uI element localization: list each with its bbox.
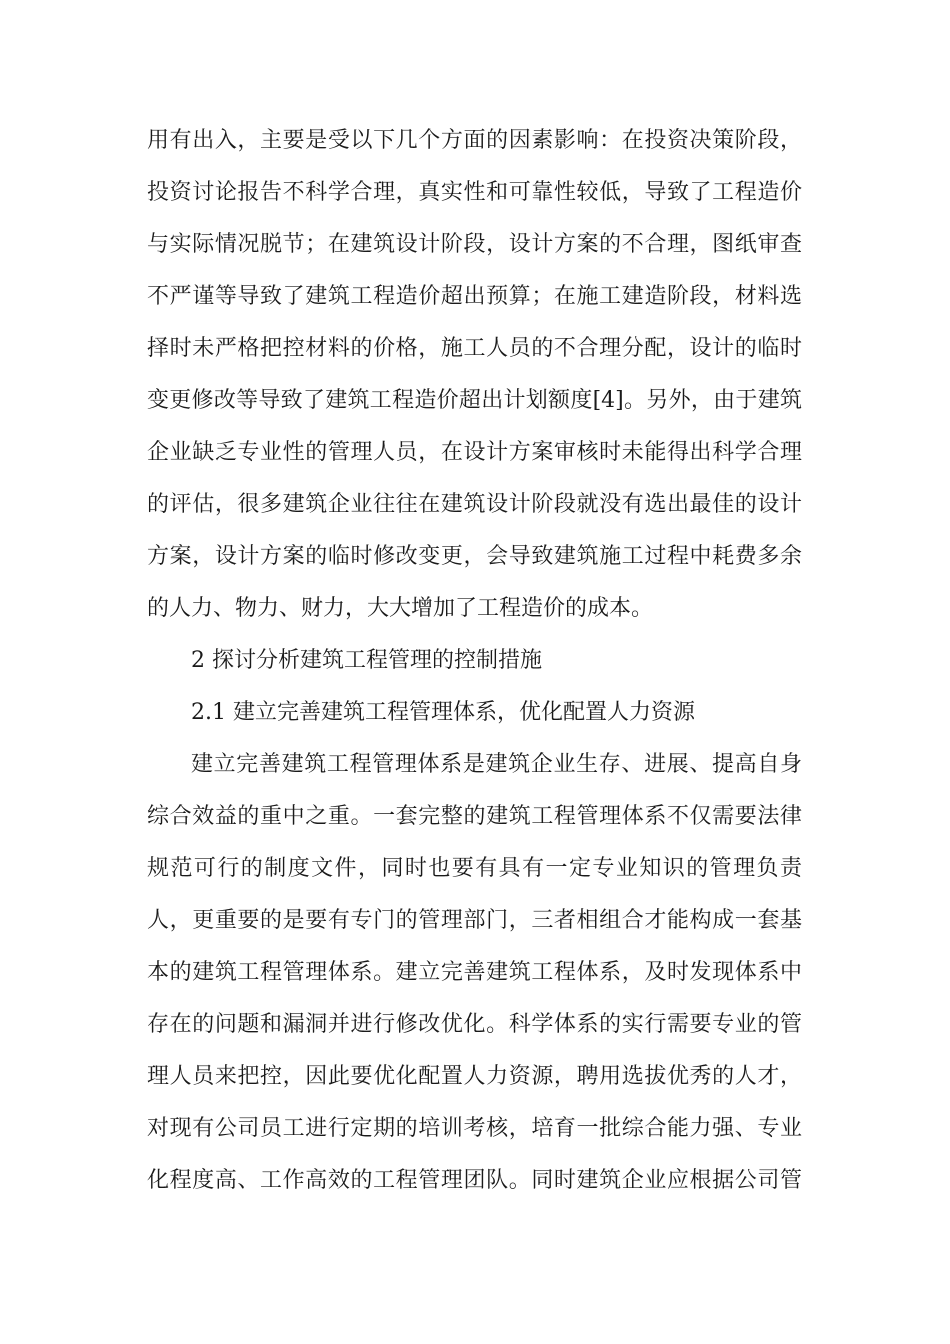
text-line: 与实际情况脱节；在建筑设计阶段，设计方案的不合理，图纸审查 — [147, 232, 802, 257]
text-line: 的评估，很多建筑企业往往在建筑设计阶段就没有选出最佳的设计 — [147, 492, 802, 517]
text-line: 规范可行的制度文件，同时也要有具有一定专业知识的管理负责 — [147, 856, 802, 881]
text-line: 择时未严格把控材料的价格，施工人员的不合理分配，设计的临时 — [147, 336, 802, 361]
text-line: 对现有公司员工进行定期的培训考核，培育一批综合能力强、专业 — [147, 1116, 802, 1141]
text-line: 人，更重要的是要有专门的管理部门，三者相组合才能构成一套基 — [147, 908, 802, 933]
text-line: 不严谨等导致了建筑工程造价超出预算；在施工建造阶段，材料选 — [147, 284, 802, 309]
text-line: 存在的问题和漏洞并进行修改优化。科学体系的实行需要专业的管 — [147, 1012, 802, 1037]
text-line: 化程度高、工作高效的工程管理团队。同时建筑企业应根据公司管 — [147, 1168, 802, 1193]
body-text — [147, 115, 802, 1207]
text-line: 理人员来把控，因此要优化配置人力资源，聘用选拔优秀的人才， — [147, 1064, 802, 1089]
text-line: 综合效益的重中之重。一套完整的建筑工程管理体系不仅需要法律 — [147, 804, 802, 829]
text-line: 企业缺乏专业性的管理人员，在设计方案审核时未能得出科学合理 — [147, 440, 802, 465]
section-heading: 2 探讨分析建筑工程管理的控制措施 — [191, 648, 542, 673]
text-line: 投资讨论报告不科学合理，真实性和可靠性较低，导致了工程造价 — [147, 180, 802, 205]
text-line: 的人力、物力、财力，大大增加了工程造价的成本。 — [147, 596, 654, 621]
text-line: 方案，设计方案的临时修改变更，会导致建筑施工过程中耗费多余 — [147, 544, 802, 569]
subsection-heading: 2.1 建立完善建筑工程管理体系，优化配置人力资源 — [191, 700, 695, 725]
text-line: 本的建筑工程管理体系。建立完善建筑工程体系，及时发现体系中 — [147, 960, 802, 985]
text-line: 用有出入，主要是受以下几个方面的因素影响：在投资决策阶段， — [147, 128, 802, 153]
text-line: 建立完善建筑工程管理体系是建筑企业生存、进展、提高自身 — [191, 752, 802, 777]
text-line: 变更修改等导致了建筑工程造价超出计划额度[4]。另外，由于建筑 — [147, 388, 802, 413]
